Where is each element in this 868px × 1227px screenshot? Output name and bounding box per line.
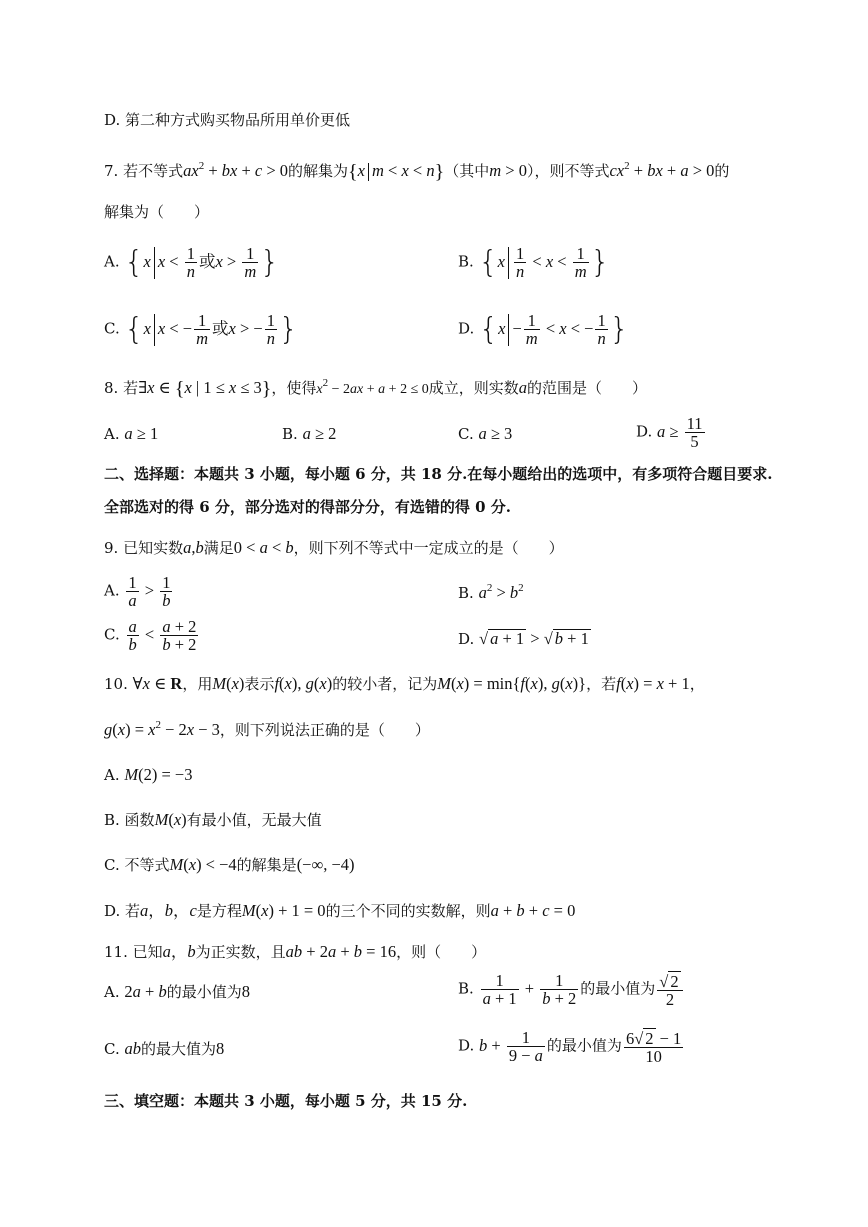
option-label: B. [458,979,474,998]
q9-stem: 9. 已知实数a,b满足0 < a < b，则下列不等式中一定成立的是（ ） [104,538,564,557]
q9-option-d: D. √ a + 1 > √ b + 1 [458,629,589,648]
option-label: D. [458,630,475,648]
option-text: D. 若 [104,902,141,920]
q11-option-c: C. ab的最大值为8 [104,1039,225,1058]
q8-stem-text: ，使得 [271,379,317,397]
q11-stem-text: 为正实数，且 [195,943,286,961]
q8-option-b: B. a ≥ 2 [282,424,337,443]
option-label: A. [104,581,120,600]
option-label: A. [104,425,120,443]
option-text: 有最小值，无最大值 [186,811,322,829]
option-label: D. [458,319,475,338]
q7-option-b: B. {x $\frac{1}{n}$ < x < $\frac{1}{m}$ } [458,244,610,282]
q8-option-d: D. a ≥ $\frac{11}{5}$ [636,414,703,452]
option-text: 的最大值为 [141,1040,217,1058]
section2-heading-line1: 二、选择题：本题共 3 小题，每小题 6 分，共 18 分.在每小题给出的选项中，有多项符合题目要求. [104,465,773,483]
q10-option-b: B. 函数M(x)有最小值，无最大值 [104,810,322,829]
option-text: 的最小值为 [580,979,656,998]
section3-heading: 三、填空题：本题共 3 小题，每小题 5 分，共 15 分. [104,1092,468,1110]
or-word: 或 [198,251,216,271]
option-label: D. [636,422,653,441]
q7-stem-text: 的解集为 [288,162,349,180]
option-text: 的解集是 [236,856,297,874]
q7-stem-line2: 解集为（ ） [104,203,210,221]
q11-stem-text: ，则（ ） [396,943,487,961]
q9-option-b: B. $a^2 > b^2$ [458,582,524,602]
q7-option-a: A. {x x < $\frac{1}{n}$ 或x > $\frac{1}{m}$ } [104,244,280,282]
option-label: A. [104,983,120,1001]
option-label: B. [458,252,474,271]
q11-stem: 11. 已知a，b为正实数，且ab + 2a + b = 16，则（ ） [104,942,487,961]
q10-stem-text: ，若 [586,675,617,693]
q10-stem: 10. ∀x ∈ R，用M(x)表示f(x), g(x)的较小者，记为M(x) = min{f(x), g(x)}，若f(x) = x + 1， [104,674,705,693]
q8-number: 8. [104,379,119,397]
q10-stem-text: ，则下列说法正确的是（ ） [219,721,430,739]
option-text: B. 函数 [104,811,155,829]
option-text: C. 不等式 [104,856,170,874]
q8-stem-text: 的范围是（ ） [527,379,648,397]
option-text: 的最小值为 [166,983,242,1001]
q11-option-a: A. 2a + b的最小值为8 [104,982,250,1001]
q6-option-d: D. 第二种方式购买物品所用单价更低 [104,111,351,129]
q9-number: 9. [104,539,119,557]
q9-option-c: C. $\frac{a}{b}$ < $\frac{a + 2}{b + 2}$ [104,617,197,655]
q8-stem-text: 若 [123,379,139,397]
q10-stem-text: 表示 [244,675,275,693]
q8-option-c: C. a ≥ 3 [458,424,513,443]
q9-stem-text: ，则下列不等式中一定成立的是（ ） [293,539,564,557]
q11-option-b: B. $\frac{1}{a + 1}$ + $\frac{1}{b + 2}$ 的最小值为 $\frac{√ 2}{2}$ [458,971,685,1009]
q9-option-a: A. $\frac{1}{a}$ > $\frac{1}{b}$ [104,573,171,611]
q10-stem-text: ， [689,675,705,693]
option-text: 是方程 [196,902,242,920]
option-label: D. [458,1036,475,1055]
q10-stem-text: ，用 [182,675,213,693]
q11-number: 11. [104,943,128,961]
q7-stem-text: 的 [714,162,730,180]
q10-stem-line2: $g(x) = x^2 - 2x - 3$，则下列说法正确的是（ ） [104,719,430,739]
q7-stem-text: （其中 [444,162,490,180]
option-label: C. [104,625,120,644]
q7-option-d: D. {x − $\frac{1}{m}$ < x < − $\frac{1}{n}$ } [458,311,629,349]
q10-option-a: A. M(2) = −3 [104,765,193,784]
q11-stem-text: 已知 [132,943,163,961]
option-text: 的三个不同的实数解，则 [325,902,491,920]
q7-option-c: C. {x x < − $\frac{1}{m}$ 或x > − $\frac{1}{n}$ } [104,311,299,349]
option-label: B. [282,425,298,443]
q9-stem-text: 满足 [203,539,234,557]
option-label: B. [458,584,474,602]
q8-stem-text: 成立，则实数 [428,379,519,397]
q10-stem-text: 的较小者，记为 [332,675,438,693]
option-label: A. [104,252,120,271]
option-label: C. [104,319,120,338]
q10-number: 10. [104,675,128,693]
option-text: 的最小值为 [546,1036,622,1055]
q7-stem: 7. 若不等式$ax^2$ + bx + c > 0的解集为{x m < x < n}（其中m > 0），则不等式$cx^2$ + bx + a > 0的 [104,160,730,183]
q8-option-a: A. a ≥ 1 [104,424,159,443]
q10-option-c: C. 不等式M(x) < −4的解集是(−∞, −4) [104,855,355,874]
q7-number: 7. [104,162,119,180]
option-label: C. [458,425,474,443]
section2-heading-line2: 全部选对的得 6 分，部分选对的得部分分，有选错的得 0 分. [104,498,511,516]
q10-option-d: D. 若a，b，c是方程M(x) + 1 = 0的三个不同的实数解，则a + b + c = 0 [104,901,576,920]
q8-stem: 8. 若∃x ∈ {x | 1 ≤ x ≤ 3}，使得$x^2 - 2ax + a + 2 \le 0$成立，则实数a的范围是（ ） [104,377,648,400]
option-label: C. [104,1040,120,1058]
q7-stem-text: ），则不等式 [526,162,610,180]
q7-stem-text: 若不等式 [123,162,184,180]
option-label: A. [104,766,120,784]
q11-option-d: D. b + $\frac{1}{9 - a}$ 的最小值为 $\frac{6√ 2 - 1}{10}$ [458,1028,682,1067]
or-word: 或 [212,318,229,338]
q9-stem-text: 已知实数 [123,539,184,557]
